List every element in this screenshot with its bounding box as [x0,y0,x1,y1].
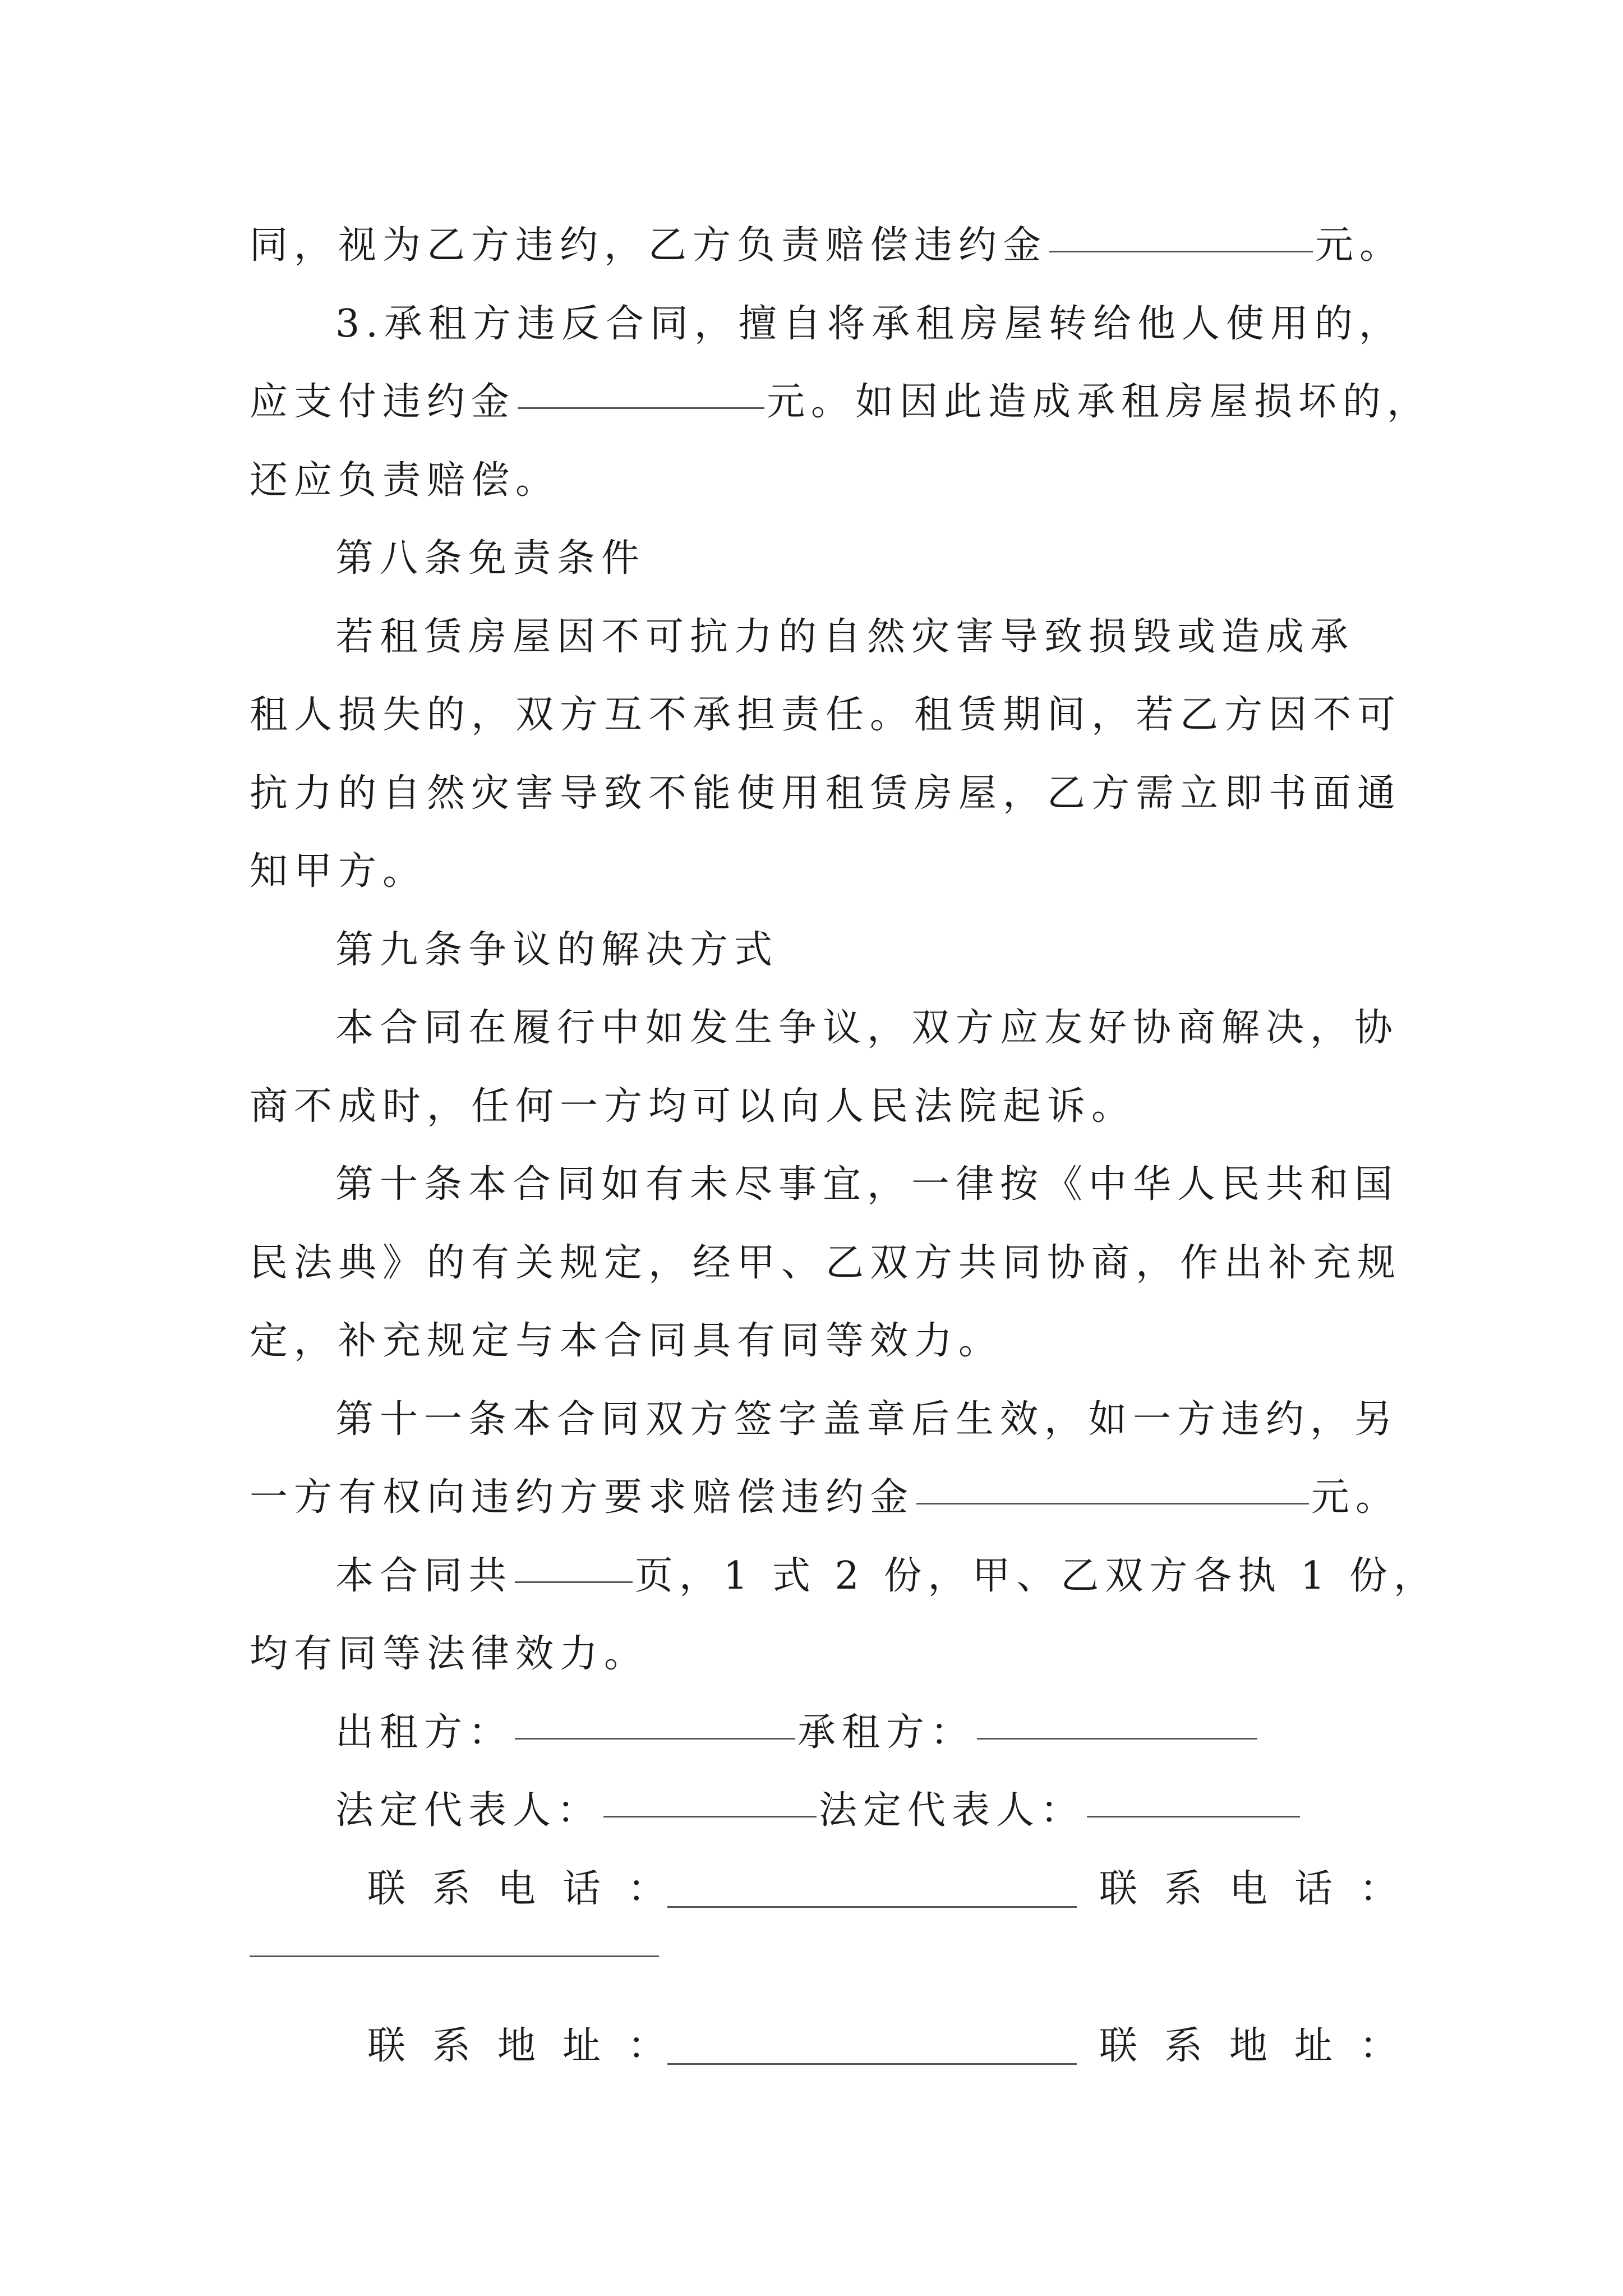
text-line [250,760,1401,827]
blank-phone-2 [250,1955,659,1957]
legal-rep-label-2: 法定代表人： [819,1788,1085,1833]
text-line [250,682,1401,749]
lessor-label: 出租方： [335,1710,513,1755]
text-segment: 3.承租方违反合同，擅自将承租房屋转给他人使用的， [335,302,1403,346]
text-line [250,369,1431,436]
legal-rep-label-1: 法定代表人： [335,1788,602,1833]
text-segment: 第十一条本合同双方签字盖章后生效，如一方违约，另 [335,1397,1399,1442]
blank-page-count [515,1544,633,1583]
article-heading [335,917,778,984]
text-segment: 第十条本合同如有未尽事宜，一律按《中华人民共和国 [335,1162,1399,1207]
blank-address-1 [667,2063,1077,2065]
text-line [335,291,1403,358]
text-segment: 同，视为乙方违约，乙方负责赔偿违约金 [250,223,1048,268]
text-line [250,1308,1003,1375]
address-label-2: 联系地址： [1099,2024,1425,2068]
text-line [250,838,427,905]
text-segment: 租人损失的，双方互不承担责任。租赁期间，若乙方因不可 [250,693,1402,737]
text-segment: 一方有权向违约方要求赔偿违约金 [250,1475,915,1520]
blank-phone-1 [667,1906,1077,1908]
text-line [250,212,1404,279]
blank-legal-rep-1 [603,1779,817,1818]
text-segment: 知甲方。 [250,849,427,894]
text-segment: 定，补充规定与本合同具有同等效力。 [250,1319,1003,1363]
text-segment: 民法典》的有关规定，经甲、乙双方共同协商，作出补充规 [250,1241,1402,1285]
text-line [335,995,1399,1062]
text-line [250,1464,1400,1531]
text-segment: 若租赁房屋因不可抗力的自然灾害导致损毁或造成承 [335,615,1355,659]
text-line [335,1543,1438,1610]
text-line [335,1386,1399,1453]
text-segment: 元。 [1315,223,1404,268]
text-line [335,604,1354,671]
article-heading [335,525,645,592]
blank-lessee [977,1701,1257,1740]
address-label-1: 联系地址： [367,2024,693,2068]
text-line [250,447,560,514]
text-segment: 元。 [1311,1475,1400,1520]
blank-penalty-amount-1 [1049,214,1313,252]
text-segment: 本合同在履行中如发生争议，双方应友好协商解决，协 [335,1006,1399,1050]
text-segment: 均有同等法律效力。 [250,1632,649,1676]
blank-legal-rep-2 [1087,1779,1300,1818]
text-line [250,1621,648,1688]
blank-penalty-amount-3 [916,1466,1309,1504]
phone-label-2: 联系电话： [1099,1867,1425,1911]
phone-label-1: 联系电话： [367,1867,693,1911]
text-segment: 本合同共 [335,1554,513,1598]
text-segment: 页，1 式 2 份，甲、乙双方各执 1 份， [635,1554,1438,1598]
blank-penalty-amount-2 [518,370,764,409]
text-segment: 第八条免责条件 [335,536,646,581]
text-segment: 抗力的自然灾害导致不能使用租赁房屋，乙方需立即书面通 [250,771,1402,816]
text-line [250,1073,1136,1140]
text-segment: 还应负责赔偿。 [250,458,560,503]
text-segment: 第九条争议的解决方式 [335,928,779,972]
text-segment: 元。如因此造成承租房屋损坏的， [767,380,1432,424]
text-segment: 商不成时，任何一方均可以向人民法院起诉。 [250,1084,1136,1129]
lessee-label: 承租方： [797,1710,975,1755]
signature-row-parties [335,1699,1260,1766]
text-line [335,1151,1399,1218]
text-segment: 应支付违约金 [250,380,516,424]
signature-row-legal-rep [335,1777,1302,1844]
text-line [250,1230,1401,1297]
blank-lessor [515,1701,795,1740]
